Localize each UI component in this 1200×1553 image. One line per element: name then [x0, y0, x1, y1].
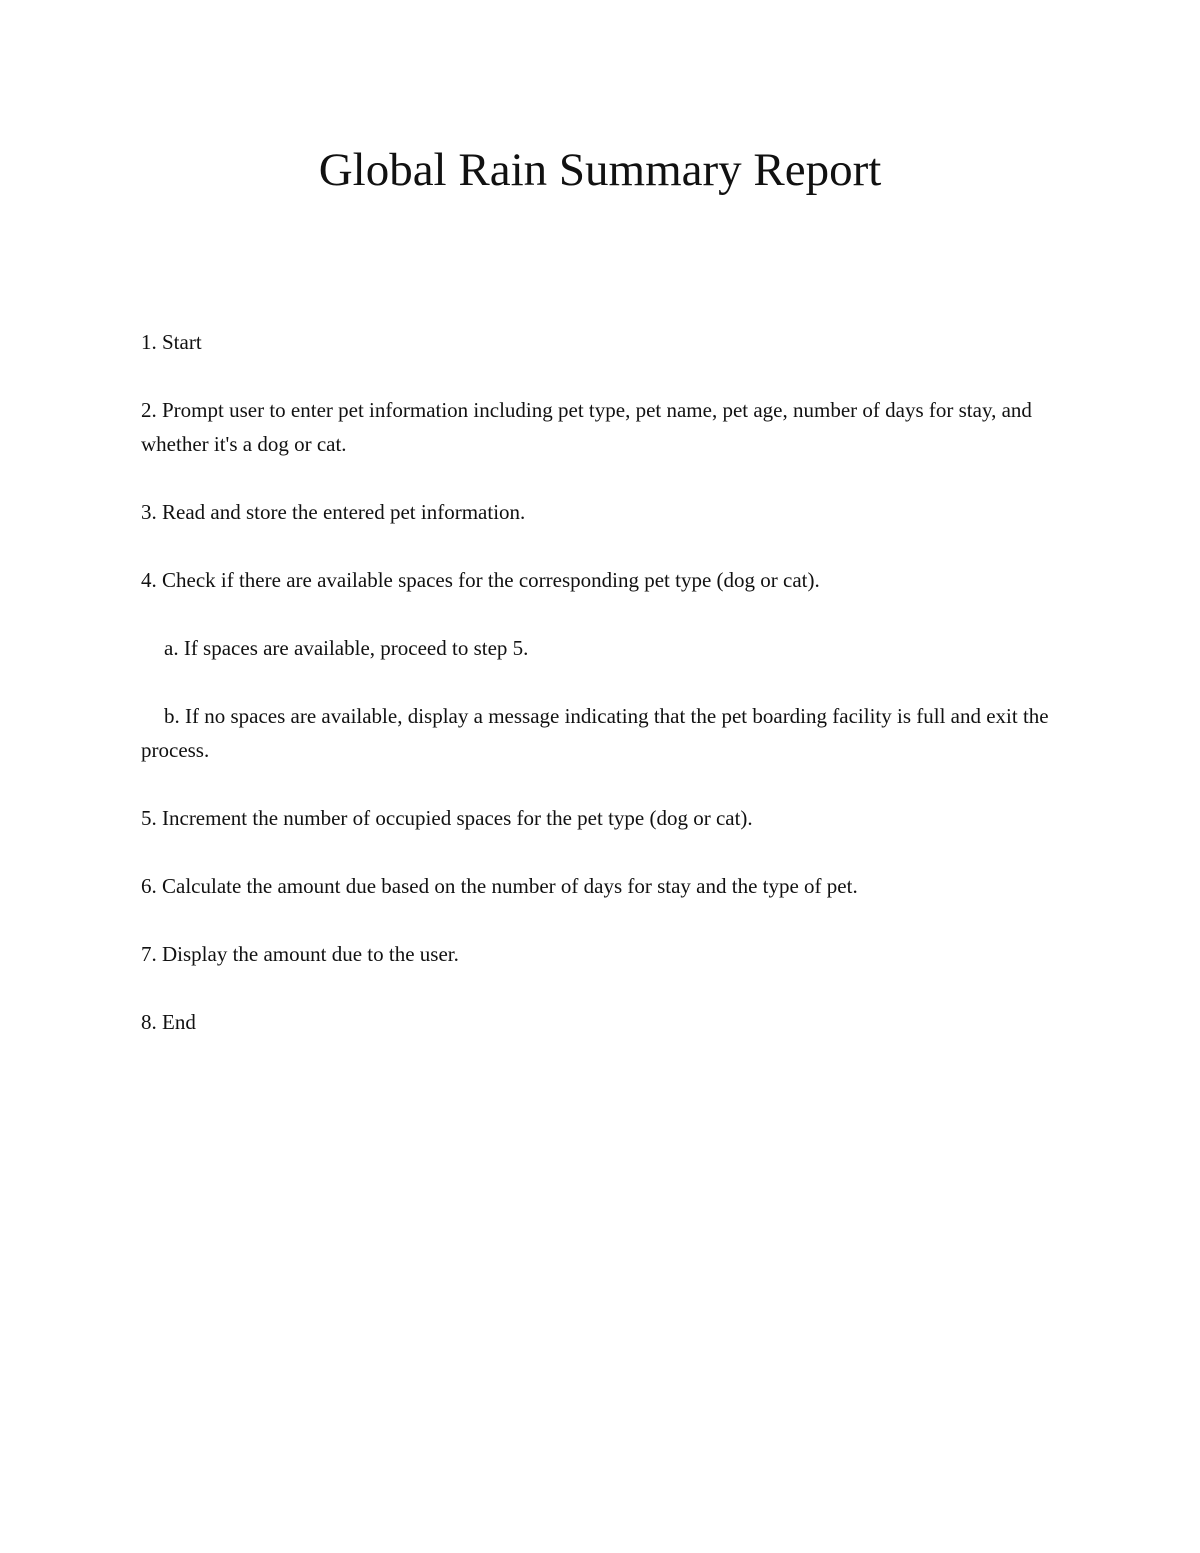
step-4b: b. If no spaces are available, display a message indicating that the pet boarding facility is full and exit the process.	[141, 704, 1049, 762]
step-4a: a. If spaces are available, proceed to step 5.	[164, 636, 529, 660]
step-4: 4. Check if there are available spaces for the corresponding pet type (dog or cat).	[141, 568, 820, 592]
step-6: 6. Calculate the amount due based on the number of days for stay and the type of pet.	[141, 874, 858, 898]
step-8: 8. End	[141, 1010, 196, 1034]
document-body	[141, 325, 1061, 1073]
document-title: Global Rain Summary Report	[318, 144, 882, 196]
step-1: 1. Start	[141, 330, 202, 354]
step-7: 7. Display the amount due to the user.	[141, 942, 459, 966]
step-2: 2. Prompt user to enter pet information including pet type, pet name, pet age, number of days for stay, and whether it's a dog or cat.	[141, 398, 1032, 456]
step-3: 3. Read and store the entered pet information.	[141, 500, 526, 524]
step-5: 5. Increment the number of occupied spaces for the pet type (dog or cat).	[141, 806, 753, 830]
